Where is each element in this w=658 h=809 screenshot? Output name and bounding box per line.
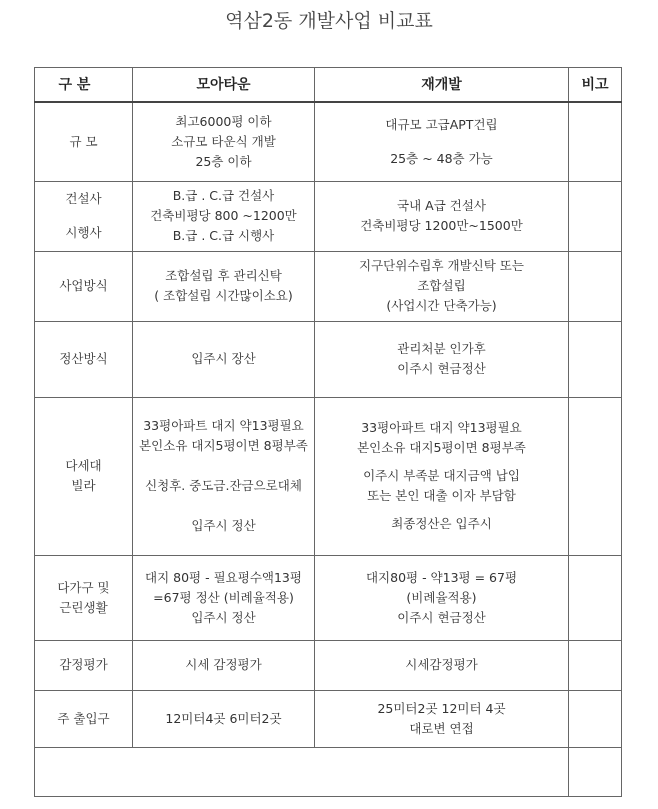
- row-label: 정산방식: [35, 321, 133, 397]
- row-label-line: 근린생활: [59, 599, 108, 615]
- header-moa-town: 모아타운: [133, 68, 315, 103]
- cell-line: 최고6000평 이하: [175, 113, 272, 129]
- row-label-line: 시행사: [65, 225, 102, 240]
- moa-cell: [133, 640, 315, 690]
- moa-cell: [133, 251, 315, 321]
- moa-cell: [133, 397, 315, 555]
- note-cell: [569, 251, 622, 321]
- cell-line: 또는 본인 대출 이자 부담함: [367, 488, 516, 503]
- cell-line: 지구단위수립후 개발신탁 또는: [359, 258, 524, 273]
- row-label: 사업방식: [35, 251, 133, 321]
- row-label: [35, 555, 133, 640]
- row-settlement: [35, 321, 622, 397]
- row-label: 감정평가: [35, 640, 133, 690]
- cell-line: =67평 정산 (비례율적용): [153, 589, 294, 605]
- row-label-line: 다세대: [65, 458, 102, 473]
- cell-line: 관리처분 인가후: [397, 341, 486, 356]
- comparison-table: [34, 67, 622, 797]
- note-cell: [569, 102, 622, 181]
- row-scale: [35, 102, 622, 181]
- moa-cell: [133, 321, 315, 397]
- page-title: 역삼2동 개발사업 비교표: [225, 10, 433, 32]
- note-cell: [569, 397, 622, 555]
- cell-line: 대지80평 - 약13평 = 67평: [365, 569, 518, 585]
- row-label: 주 출입구: [35, 690, 133, 747]
- cell-line: 본인소유 대지5평이면 8평부족: [357, 440, 526, 455]
- cell-line: 시세 감정평가: [185, 657, 262, 672]
- cell-line: 이주시 부족분 대지금액 납입: [363, 468, 520, 483]
- note-cell: [569, 690, 622, 747]
- row-empty: [35, 747, 622, 796]
- cell-line: B.급 . C.급 시행사: [172, 228, 275, 243]
- cell-line: 입주시 정산: [191, 609, 256, 625]
- cell-line: ( 조합설립 시간많이소요): [154, 288, 293, 303]
- cell-line: 입주시 장산: [191, 351, 256, 366]
- row-label-line: 건설사: [65, 191, 102, 206]
- redev-cell: [315, 397, 569, 555]
- header-redevelopment: 재개발: [315, 68, 569, 103]
- cell-line: 대규모 고급APT건립: [385, 116, 498, 132]
- row-main-access: [35, 690, 622, 747]
- cell-line: 최종정산은 입주시: [391, 516, 492, 531]
- row-multiplex: [35, 397, 622, 555]
- row-label-line: 다가구 및: [57, 579, 110, 595]
- redev-cell: [315, 640, 569, 690]
- redev-cell: [315, 555, 569, 640]
- cell-line: 12미터4곳 6미터2곳: [165, 710, 282, 726]
- row-label-line: 빌라: [71, 478, 96, 493]
- cell-line: 입주시 정산: [191, 518, 256, 533]
- note-cell: [569, 640, 622, 690]
- moa-cell: [133, 102, 315, 181]
- cell-line: 이주시 현금정산: [397, 361, 486, 376]
- note-cell: [569, 181, 622, 251]
- cell-line: 25미터2곳 12미터 4곳: [377, 700, 506, 716]
- redev-cell: [315, 181, 569, 251]
- moa-cell: [133, 690, 315, 747]
- redev-cell: [315, 102, 569, 181]
- redev-cell: [315, 251, 569, 321]
- cell-line: 대로변 연접: [409, 720, 474, 736]
- cell-line: 본인소유 대지5평이면 8평부족: [139, 438, 308, 453]
- cell-line: 국내 A급 건설사: [397, 198, 486, 213]
- cell-line: 건축비평당 1200만~1500만: [360, 218, 523, 233]
- cell-line: 33평아파트 대지 약13평필요: [361, 420, 522, 435]
- row-business-method: [35, 251, 622, 321]
- note-cell: [569, 747, 622, 796]
- row-label: 규 모: [35, 102, 133, 181]
- cell-line: 25층 ~ 48층 가능: [390, 150, 493, 166]
- row-label: [35, 181, 133, 251]
- cell-line: 대지 80평 - 필요평수액13평: [145, 569, 302, 585]
- cell-line: 33평아파트 대지 약13평필요: [143, 418, 304, 433]
- cell-line: 조합설립: [417, 278, 466, 293]
- row-appraisal: [35, 640, 622, 690]
- redev-cell: [315, 690, 569, 747]
- moa-cell: [133, 181, 315, 251]
- cell-line: (비례율적용): [406, 589, 477, 605]
- cell-line: 조합설립 후 관리신탁: [165, 268, 282, 283]
- table-header-row: [35, 68, 622, 103]
- moa-cell: [133, 555, 315, 640]
- cell-line: 신청후. 중도금.잔금으로대체: [145, 478, 302, 493]
- cell-line: 건축비평당 800 ~1200만: [150, 208, 297, 223]
- redev-cell: [315, 321, 569, 397]
- row-label: [35, 397, 133, 555]
- cell-line: B.급 . C.급 건설사: [172, 188, 275, 203]
- row-multifamily: [35, 555, 622, 640]
- note-cell: [569, 321, 622, 397]
- header-category: 구 분: [35, 68, 133, 103]
- cell-line: (사업시간 단축가능): [386, 298, 497, 313]
- note-cell: [569, 555, 622, 640]
- cell-line: 25층 이하: [195, 153, 252, 169]
- empty-cell: [35, 747, 569, 796]
- row-contractor: [35, 181, 622, 251]
- cell-line: 소규모 타운식 개발: [171, 133, 276, 149]
- header-note: 비고: [569, 68, 622, 103]
- cell-line: 시세감정평가: [405, 657, 478, 672]
- cell-line: 이주시 현금정산: [397, 609, 486, 625]
